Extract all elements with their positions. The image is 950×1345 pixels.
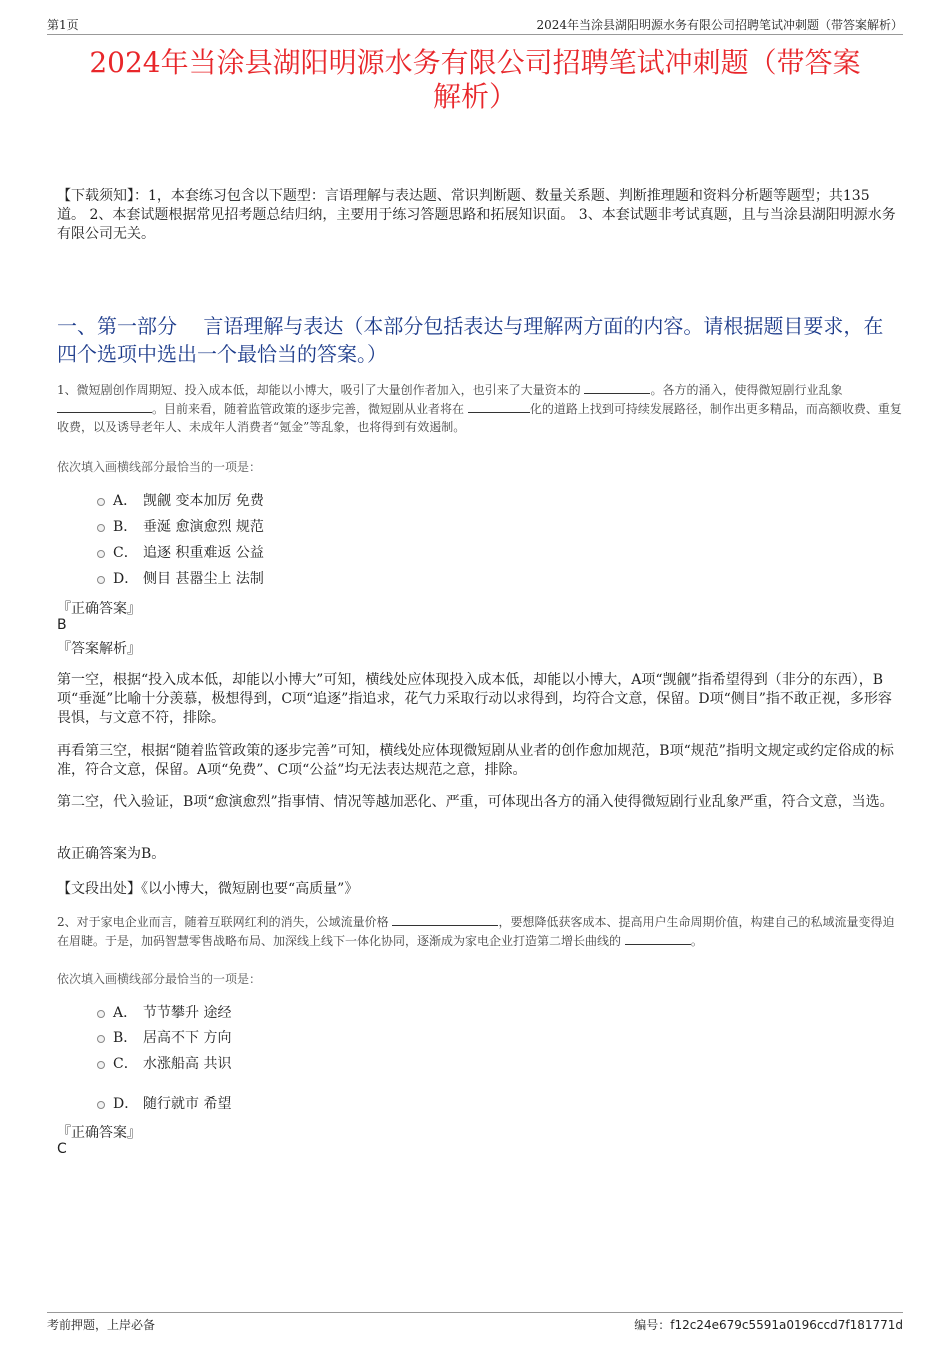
q1-text-part-1: 1、微短剧创作周期短、投入成本低，却能以小博大，吸引了大量创作者加入，也引来了大量资本的 xyxy=(57,383,581,397)
q2-option-a[interactable]: A． 节节攀升 途经 xyxy=(97,1004,231,1022)
radio-icon[interactable] xyxy=(97,524,105,532)
q2-option-b[interactable]: B． 居高不下 方向 xyxy=(97,1029,231,1047)
footer-code-value: f12c24e679c5591a0196ccd7f181771d xyxy=(670,1318,903,1332)
q1-blank-2 xyxy=(57,400,152,413)
q1-text-part-3: 。目前来看，随着监管政策的逐步完善，微短剧从业者将在 xyxy=(152,401,465,416)
q1-conclusion: 故正确答案为B。 xyxy=(57,846,166,862)
footer-divider xyxy=(47,1312,903,1313)
footer-code-label: 编号： xyxy=(634,1318,671,1332)
q1-answer: B xyxy=(57,617,67,633)
q2-text-part-1: 2、对于家电企业而言，随着互联网红利的消失，公域流量价格 xyxy=(57,915,389,929)
q1-answer-label: 『正确答案』 xyxy=(57,601,141,617)
q1-option-b[interactable]: B． 垂涎 愈演愈烈 规范 xyxy=(97,518,264,536)
q2-blank-2 xyxy=(625,932,691,945)
q2-answer-label: 『正确答案』 xyxy=(57,1125,141,1141)
radio-icon[interactable] xyxy=(97,1010,105,1018)
q1-analysis-para-1: 第一空，根据“投入成本低，却能以小博大”可知，横线处应体现投入成本低，却能以小博大，A项“觊觎”指希望得到（非分的东西），B项“垂涎”比喻十分羡慕，极想得到，C项“追逐”指追求，花气力采取行动以求得到，均符合文意，保留。D项“侧目”指不敢正视，多形容畏惧，与文意不符，排除。 xyxy=(57,672,892,726)
q2-text-part-3: 。 xyxy=(690,933,703,948)
document-title-line-2: 解析） xyxy=(432,80,517,113)
q2-option-d[interactable]: D． 随行就市 希望 xyxy=(97,1095,231,1113)
q2-blank-1 xyxy=(392,913,498,926)
radio-icon[interactable] xyxy=(97,1101,105,1109)
section-heading: 一、第一部分 言语理解与表达（本部分包括表达与理解两方面的内容。请根据题目要求，在四个选项中选出一个最恰当的答案。） xyxy=(57,314,884,366)
radio-icon[interactable] xyxy=(97,498,105,506)
question-1-text xyxy=(57,381,902,437)
page-number: 第1页 xyxy=(47,18,79,32)
q1-analysis-label: 『答案解析』 xyxy=(57,641,141,657)
radio-icon[interactable] xyxy=(97,1061,105,1069)
radio-icon[interactable] xyxy=(97,550,105,558)
q2-instruction: 依次填入画横线部分最恰当的一项是： xyxy=(57,972,262,986)
q2-text-part-2: ，要想降低获客成本、提高用户生命周期价值，构建自己的私域流量变得迫在眉睫。于是，加码智慧零售战略布局、加深线上线下一体化协同，逐渐成为家电企业打造第二增长曲线的 xyxy=(57,915,895,948)
footer-code xyxy=(634,1316,903,1333)
radio-icon[interactable] xyxy=(97,1035,105,1043)
q1-option-a[interactable]: A． 觊觎 变本加厉 免费 xyxy=(97,492,264,510)
q2-option-c[interactable]: C． 水涨船高 共识 xyxy=(97,1055,231,1073)
q2-answer: C xyxy=(57,1141,67,1157)
document-title-line-1: 2024年当涂县湖阳明源水务有限公司招聘笔试冲刺题（带答案 xyxy=(89,46,861,79)
q1-text-part-2: 。各方的涌入，使得微短剧行业乱象 xyxy=(650,383,843,397)
document-title xyxy=(47,46,903,114)
q1-blank-3 xyxy=(468,400,530,413)
q1-source: 【文段出处】《以小博大，微短剧也要“高质量”》 xyxy=(57,881,359,897)
footer-slogan: 考前押题，上岸必备 xyxy=(47,1318,156,1332)
q1-analysis-para-2: 再看第三空，根据“随着监管政策的逐步完善”可知，横线处应体现微短剧从业者的创作愈加规范，B项“规范”指明文规定或约定俗成的标准，符合文意，保留。A项“免费”、C项“公益”均无法表达规范之意，排除。 xyxy=(57,743,894,778)
q1-blank-1 xyxy=(584,381,650,394)
q1-analysis-para-3: 第二空，代入验证，B项“愈演愈烈”指事情、情况等越加恶化、严重，可体现出各方的涌入使得微短剧行业乱象严重，符合文意，当选。 xyxy=(57,794,894,810)
radio-icon[interactable] xyxy=(97,576,105,584)
q1-text-part-4: 化的道路上找到可持续发展路径，制作出更多精品，而高额收费、重复收费，以及诱导老年人、未成年人消费者“氪金”等乱象，也将得到有效遏制。 xyxy=(57,401,902,434)
download-notice: 【下载须知】：1，本套练习包含以下题型：言语理解与表达题、常识判断题、数量关系题、判断推理题和资料分析题等题型；共135道。 2、本套试题根据常见招考题总结归纳，主要用于练习答题思路和拓展知识面。 3、本套试题非考试真题，且与当涂县湖阳明源水务有限公司无关。 xyxy=(57,188,896,242)
question-2-text xyxy=(57,913,902,950)
q1-instruction: 依次填入画横线部分最恰当的一项是： xyxy=(57,460,262,474)
header-divider xyxy=(47,34,903,35)
q1-option-d[interactable]: D． 侧目 甚嚣尘上 法制 xyxy=(97,570,264,588)
running-header-title: 2024年当涂县湖阳明源水务有限公司招聘笔试冲刺题（带答案解析） xyxy=(536,18,903,32)
q1-option-c[interactable]: C． 追逐 积重难返 公益 xyxy=(97,544,264,562)
